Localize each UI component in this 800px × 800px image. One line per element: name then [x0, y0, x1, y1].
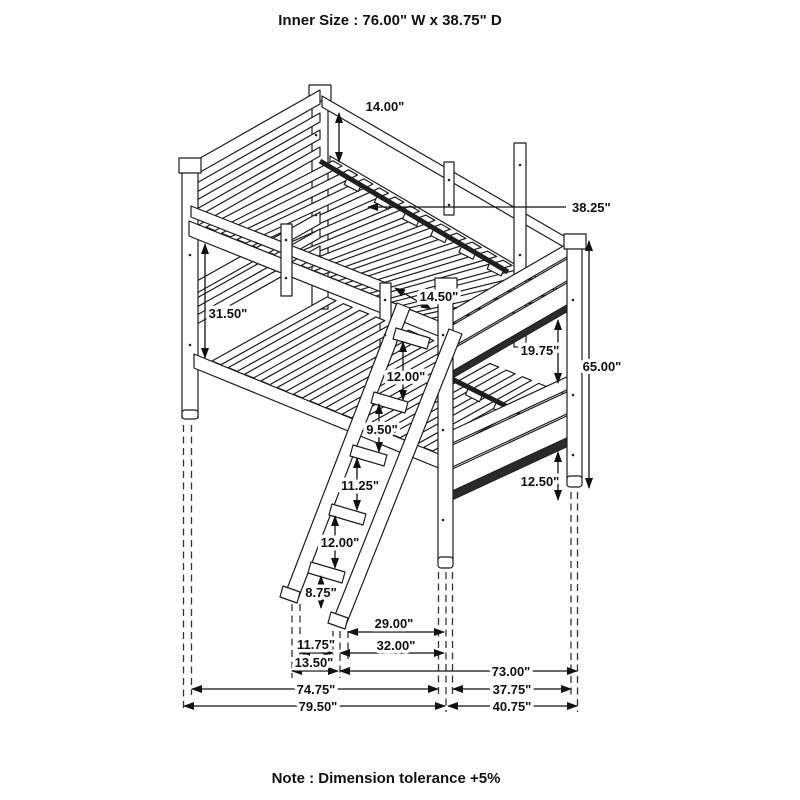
dim-label-overall-height: 65.00" — [582, 359, 622, 374]
dim-label-frame-length: 73.00" — [491, 664, 531, 679]
ladder-rung-5 — [308, 562, 345, 583]
dim-label-rail-length: 74.75" — [296, 682, 336, 697]
dim-label-ladder-feet-outer: 13.50" — [294, 655, 334, 670]
dim-label-guard-rail-height: 14.00" — [365, 99, 405, 114]
dim-label-ladder-opening: 14.50" — [419, 289, 459, 304]
dim-label-ladder-feet-inner: 11.75" — [297, 637, 335, 652]
dim-label-under-bed-clearance: 12.50" — [520, 474, 560, 489]
dim-label-ladder-to-leg: 29.00" — [374, 616, 414, 631]
dim-label-bunk-spacing: 31.50" — [208, 306, 248, 321]
dim-label-ladder-step-5: 8.75" — [305, 585, 337, 600]
dim-label-ladder-span: 32.00" — [376, 638, 416, 653]
front-guard-mid-post — [281, 224, 292, 296]
dim-label-slat-length: 38.25" — [572, 200, 611, 215]
dim-label-footboard-panel: 19.75" — [520, 343, 560, 358]
dim-label-ladder-step-4: 12.00" — [320, 535, 360, 550]
diagram-title: Inner Size : 76.00" W x 38.75" D — [278, 12, 502, 29]
tolerance-note: Note : Dimension tolerance +5% — [271, 770, 501, 787]
bed-post-front-head — [179, 158, 201, 419]
dim-label-ladder-step-3: 11.25" — [341, 478, 379, 493]
dim-label-ladder-step-1: 12.00" — [386, 369, 426, 384]
ladder-rung-3 — [350, 445, 387, 466]
dim-label-overall-length: 79.50" — [298, 699, 338, 714]
dim-label-overall-depth: 40.75" — [492, 699, 532, 714]
dim-label-ladder-step-2: 9.50" — [366, 422, 398, 437]
dim-label-frame-depth: 37.75" — [492, 682, 532, 697]
